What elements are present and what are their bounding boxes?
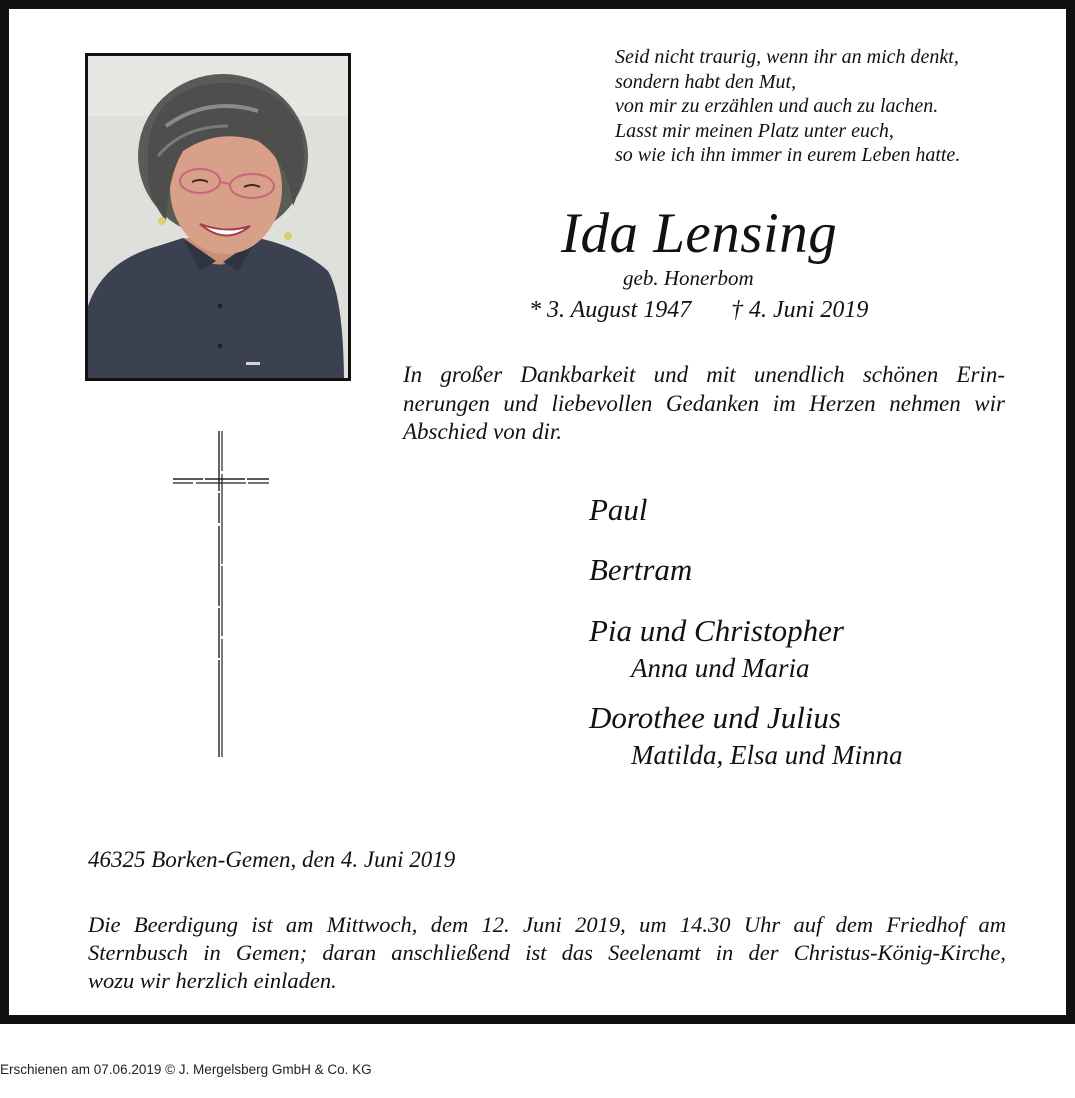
maiden-name: geb. Honerbom [623,266,754,290]
family-children: Anna und Maria [631,653,810,683]
portrait-photo [85,53,351,381]
funeral-line: wozu wir herzlich einladen. [88,968,337,993]
poem-line: von mir zu erzählen und auch zu lachen. [615,95,939,117]
poem-line: so wie ich ihn immer in eurem Leben hatte. [615,144,961,166]
poem-line: Lasst mir meinen Platz unter euch, [615,119,894,142]
poem [615,45,960,168]
message-line: Abschied von dir. [403,419,563,444]
family-children: Matilda, Elsa und Minna [631,740,903,770]
message-line: In großer Dankbarkeit und mit unendlich schönen Erin- [403,362,1005,387]
farewell-message [403,361,1005,447]
funeral-notice [88,911,1006,995]
place-date: 46325 Borken-Gemen, den 4. Juni 2019 [88,847,456,872]
poem-line: sondern habt den Mut, [615,70,797,93]
family-member: Paul [589,492,648,527]
family-member: Pia und Christopher [589,613,844,648]
portrait-illustration [88,56,348,378]
birth-date: * 3. August 1947 [529,297,692,323]
funeral-line: Die Beerdigung ist am Mittwoch, dem 12. Juni 2019, um 14.30 Uhr auf dem Friedhof am [88,912,1006,937]
deceased-name: Ida Lensing [561,202,838,265]
cross-icon [169,429,273,759]
family-member: Dorothee und Julius [589,700,841,735]
death-date: † 4. Juni 2019 [731,297,869,323]
poem-line: Seid nicht traurig, wenn ihr an mich denkt, [615,46,959,68]
publication-footer: Erschienen am 07.06.2019 © J. Mergelsberg GmbH & Co. KG [0,1062,372,1077]
family-member: Bertram [589,552,693,587]
funeral-line: Sternbusch in Gemen; daran anschließend ist das Seelenamt in der Christus-König-Kirche, [88,940,1006,965]
message-line: nerungen und liebevollen Gedanken im Herzen nehmen wir [403,390,1005,416]
